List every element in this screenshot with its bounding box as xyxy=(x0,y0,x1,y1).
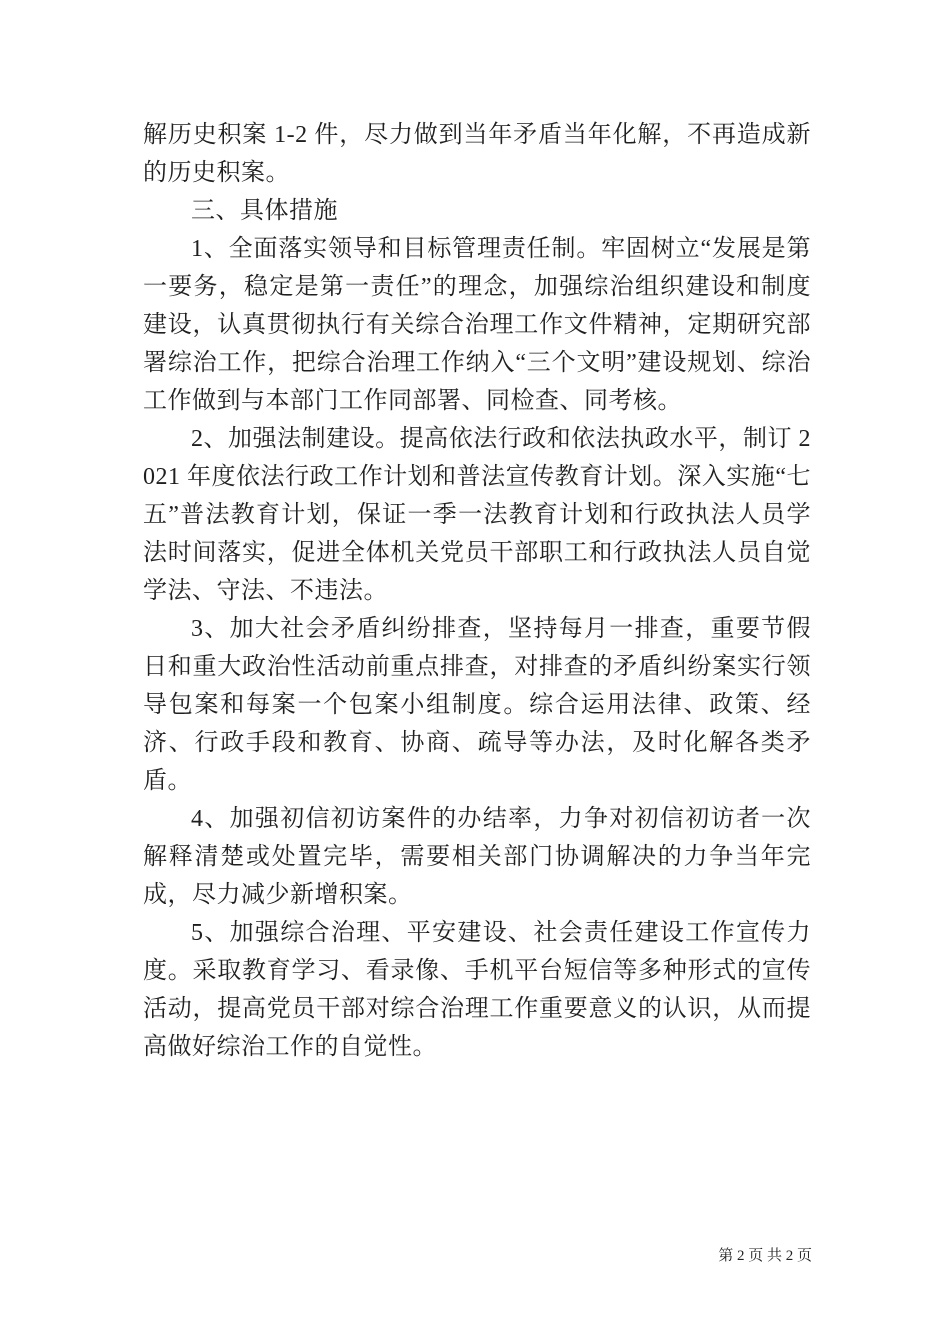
paragraph-measure-5: 5、加强综合治理、平安建设、社会责任建设工作宣传力度。采取教育学习、看录像、手机平台短信等多种形式的宣传活动，提高党员干部对综合治理工作重要意义的认识，从而提高做好综治工作的自觉性。 xyxy=(143,920,811,1060)
paragraph-measure-1: 1、全面落实领导和目标管理责任制。牢固树立“发展是第一要务，稳定是第一责任”的理念，加强综治组织建设和制度建设，认真贯彻执行有关综合治理工作文件精神，定期研究部署综治工作，把综合治理工作纳入“三个文明”建设规划、综治工作做到与本部门工作同部署、同检查、同考核。 xyxy=(143,236,811,414)
page-number-indicator: 第 2 页 共 2 页 xyxy=(718,1248,812,1264)
section-heading-specific-measures: 三、具体措施 xyxy=(191,198,338,224)
paragraph-measure-3: 3、加大社会矛盾纠纷排查，坚持每月一排查，重要节假日和重大政治性活动前重点排查，对排查的矛盾纠纷案实行领导包案和每案一个包案小组制度。综合运用法律、政策、经济、行政手段和教育、协商、疏导等办法，及时化解各类矛盾。 xyxy=(143,616,811,794)
paragraph-continuation: 解历史积案 1-2 件，尽力做到当年矛盾当年化解，不再造成新的历史积案。 xyxy=(143,122,811,186)
paragraph-measure-4: 4、加强初信初访案件的办结率，力争对初信初访者一次解释清楚或处置完毕，需要相关部门协调解决的力争当年完成，尽力减少新增积案。 xyxy=(143,806,811,908)
document-body xyxy=(143,116,811,1066)
paragraph-measure-2: 2、加强法制建设。提高依法行政和依法执政水平，制订 2021 年度依法行政工作计划和普法宣传教育计划。深入实施“七五”普法教育计划，保证一季一法教育计划和行政执法人员学法时间落实，促进全体机关党员干部职工和行政执法人员自觉学法、守法、不违法。 xyxy=(143,426,811,604)
